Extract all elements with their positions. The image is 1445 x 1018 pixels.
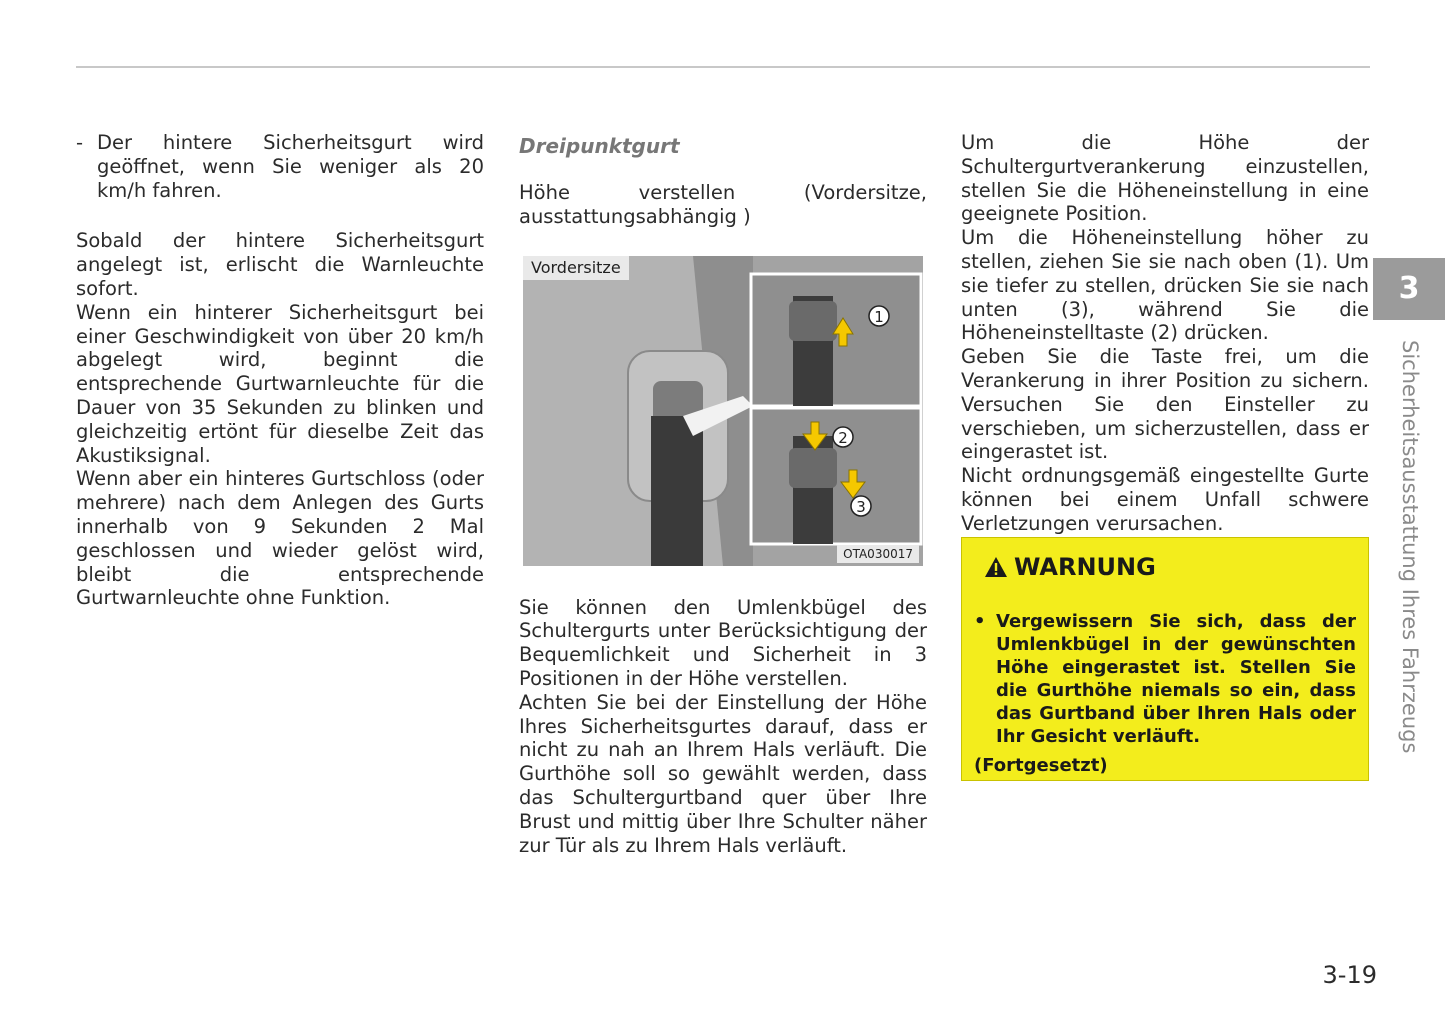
paragraph-warnleuchte-erlischt: Sobald der hintere Sicherheitsgurt angelegt ist, erlischt die Warnleuchte sofort. (76, 229, 484, 300)
chapter-title-vertical: Sicherheitsausstattung Ihres Fahrzeugs (1398, 340, 1422, 754)
header-rule (76, 66, 1370, 68)
warning-box (961, 537, 1369, 781)
paragraph-hoeher-tiefer: Um die Höheneinstellung höher zu stellen, ziehen Sie sie nach oben (1). Um sie tiefer zu stellen, drücken Sie sie nach unten (3), während Sie die Höheneinstelltaste (2) drücken. (961, 226, 1369, 345)
paragraph-verletzungen: Nicht ordnungsgemäß eingestellte Gurte können bei einem Unfall schwere Verletzungen verursachen. (961, 464, 1369, 535)
page-number: 3-19 (1322, 961, 1377, 989)
column-middle (519, 131, 927, 857)
column-left (76, 131, 484, 610)
paragraph-gurthoehe: Achten Sie bei der Einstellung der Höhe Ihres Sicherheitsgurtes darauf, dass er nicht zu nah an Ihrem Hals verläuft. Die Gurthöhe soll so gewählt werden, dass das Schultergurtband quer über Ihre Brust und mittig über Ihre Schulter näher zur Tür als zu Ihrem Hals verläuft. (519, 690, 927, 857)
paragraph-umlenkbuegel: Sie können den Umlenkbügel des Schultergurts unter Berücksichtigung der Bequemlichkeit und Sicherheit in 3 Positionen in der Höhe verstellen. (519, 595, 927, 690)
figure-code: OTA030017 (837, 545, 919, 563)
seatbelt-illustration (523, 256, 923, 566)
warning-text: Vergewissern Sie sich, dass der Umlenkbügel in der gewünschten Höhe eingerastet ist. Stellen Sie die Gurthöhe niemals so ein, dass das Gurtband über Ihren Hals oder Ihr Gesicht verläuft. (996, 611, 1356, 747)
paragraph-gurtwarnleuchte-blinkt: Wenn ein hinterer Sicherheitsgurt bei einer Geschwindigkeit von über 20 km/h abgelegt wird, beginnt die entsprechende Gurtwarnleuchte für die Dauer von 35 Sekunden zu blinken und gleichzeitig ertönt für dieselbe Zeit das Akustiksignal. (76, 300, 484, 467)
warning-bullet: • (974, 611, 986, 632)
warning-heading (984, 552, 1156, 582)
seatbelt-height-figure (523, 256, 923, 566)
paragraph-taste-freigeben: Geben Sie die Taste frei, um die Verankerung in ihrer Position zu sichern. Versuchen Sie den Einsteller zu verschieben, um sicherzustellen, dass er eingerastet ist. (961, 345, 1369, 464)
callout-2: 2 (838, 428, 848, 447)
callout-3: 3 (856, 497, 866, 516)
paragraph-hoehe-einstellen: Um die Höhe der Schultergurtverankerung einzustellen, stellen Sie die Höheneinstellung in eine geeignete Position. (961, 131, 1369, 226)
warning-continued: (Fortgesetzt) (974, 755, 1108, 776)
paragraph-gurtwarnleuchte-ohne-funktion: Wenn aber ein hinteres Gurtschloss (oder mehrere) nach dem Anlegen des Gurts innerhalb von 9 Sekunden 2 Mal geschlossen und wieder gelöst wird, bleibt die entsprechende Gurtwarnleuchte ohne Funktion. (76, 467, 484, 610)
warning-list-item (974, 610, 1356, 748)
callout-1: 1 (874, 307, 884, 326)
section-title: Dreipunktgurt (519, 134, 680, 158)
column-right (961, 131, 1369, 536)
chapter-number-tab: 3 (1373, 258, 1445, 320)
dash-list-text: Der hintere Sicherheitsgurt wird geöffnet, wenn Sie weniger als 20 km/h fahren. (97, 131, 484, 202)
subheading: Höhe verstellen (Vordersitze, ausstattungsabhängig ) (519, 181, 927, 228)
dash-list-item (76, 131, 484, 202)
dash-marker: - (76, 131, 84, 154)
figure-label: Vordersitze (523, 256, 629, 280)
warning-triangle-icon (984, 556, 1008, 578)
warning-title: WARNUNG (1014, 553, 1156, 581)
